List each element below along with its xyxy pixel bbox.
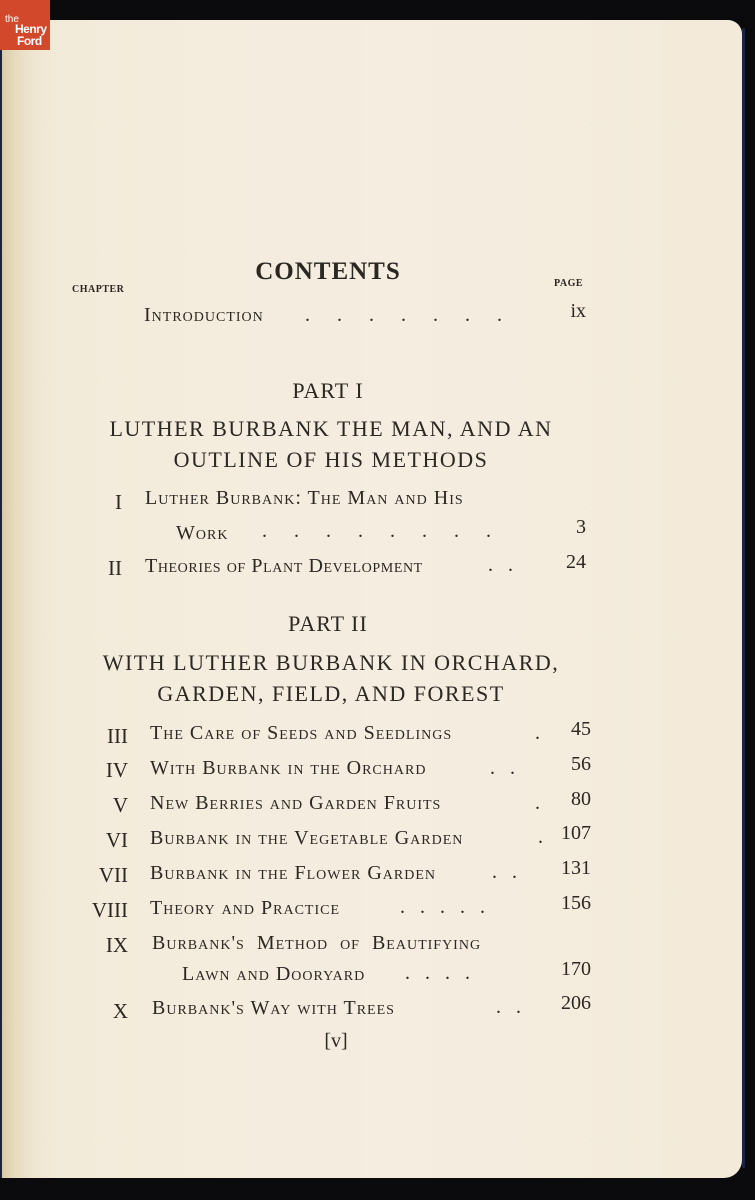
chapter-number: IX: [105, 933, 128, 957]
chapter-title-continued: Lawn and Dooryard: [182, 963, 366, 985]
henry-ford-logo: [0, 0, 50, 50]
chapter-number: VII: [98, 863, 128, 887]
part-1-title-line-1: LUTHER BURBANK THE MAN, AND AN: [109, 416, 553, 441]
chapter-number: X: [112, 999, 128, 1023]
chapter-number: III: [107, 724, 128, 748]
part-1-title-line-2: OUTLINE OF HIS METHODS: [173, 447, 489, 472]
chapter-number: II: [108, 556, 122, 580]
chapter-page-number: 24: [566, 551, 586, 573]
chapter-page-number: 131: [561, 857, 591, 879]
page-column-heading: PAGE: [554, 278, 584, 289]
page-folio: [v]: [324, 1030, 348, 1052]
leader-dots: . .: [490, 757, 515, 779]
chapter-title: Burbank's Way with Trees: [152, 997, 395, 1019]
chapter-title: Burbank in the Vegetable Garden: [150, 827, 464, 849]
part-2-label: PART II: [288, 611, 368, 636]
chapter-title: Burbank's Method of Beautifying: [152, 932, 482, 954]
chapter-title-continued: Work: [176, 522, 229, 544]
leader-dots: .: [535, 792, 540, 814]
chapter-number: I: [115, 490, 122, 514]
intro-label: Introduction: [144, 304, 264, 326]
book-page: [0, 20, 742, 1178]
leader-dots: .: [538, 826, 543, 848]
chapter-page-number: 156: [561, 892, 591, 914]
intro-leader-dots: . . . . . . .: [305, 304, 502, 326]
chapter-number: VIII: [91, 898, 128, 922]
chapter-title: Theory and Practice: [150, 897, 341, 919]
part-2-title-line-1: WITH LUTHER BURBANK IN ORCHARD,: [102, 650, 560, 675]
chapter-page-number: 80: [571, 788, 591, 810]
chapter-title: New Berries and Garden Fruits: [150, 792, 442, 814]
chapter-number: IV: [105, 758, 128, 782]
chapter-page-number: 206: [561, 992, 591, 1014]
chapter-title: With Burbank in the Orchard: [150, 757, 427, 779]
logo-text-ford: Ford: [17, 34, 42, 48]
contents-title: CONTENTS: [255, 258, 401, 285]
leader-dots: . .: [488, 554, 513, 576]
chapter-title: The Care of Seeds and Seedlings: [150, 722, 453, 744]
leader-dots: .: [535, 722, 540, 744]
chapter-column-heading: CHAPTER: [72, 284, 125, 295]
logo-text-the: the: [5, 14, 19, 25]
chapter-page-number: 107: [561, 822, 591, 844]
leader-dots: . . . . .: [400, 896, 485, 918]
chapter-page-number: 170: [561, 958, 591, 980]
leader-dots: . . . .: [405, 962, 470, 984]
chapter-page-number: 45: [571, 718, 591, 740]
chapter-number: V: [112, 793, 128, 817]
chapter-title: Theories of Plant Development: [145, 555, 423, 577]
leader-dots: . . . . . . . .: [262, 520, 491, 542]
logo-text-henry: Henry: [15, 22, 47, 36]
chapter-number: VI: [105, 828, 128, 852]
chapter-page-number: 3: [576, 516, 586, 538]
leader-dots: . .: [492, 861, 517, 883]
intro-page-number: ix: [570, 300, 586, 322]
part-1-label: PART I: [292, 378, 364, 403]
part-2-title-line-2: GARDEN, FIELD, AND FOREST: [157, 681, 505, 706]
chapter-page-number: 56: [571, 753, 591, 775]
chapter-title: Burbank in the Flower Garden: [150, 862, 436, 884]
chapter-title: Luther Burbank: The Man and His: [145, 487, 464, 509]
leader-dots: . .: [496, 996, 521, 1018]
